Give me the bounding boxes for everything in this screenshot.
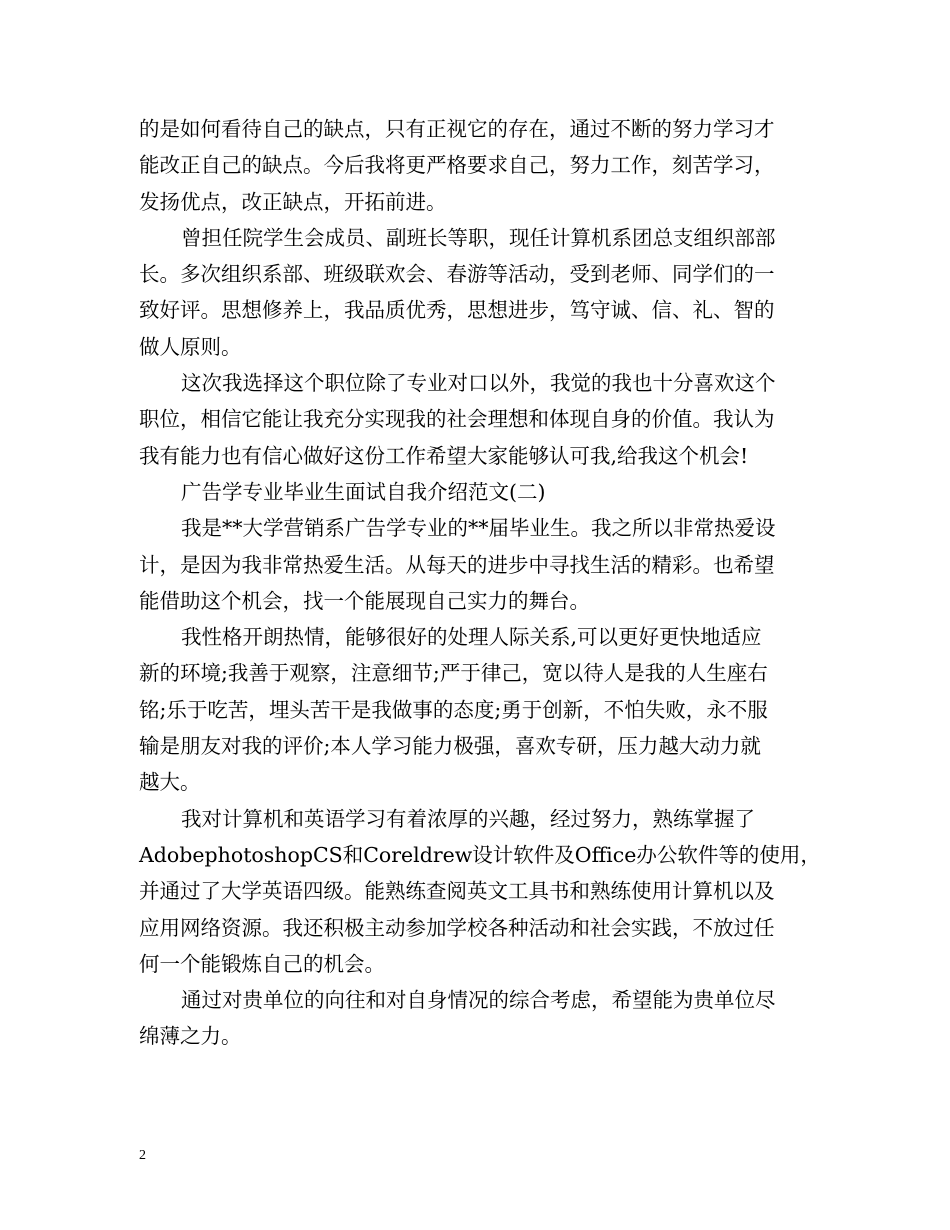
text-line: 通过对贵单位的向往和对自身情况的综合考虑，希望能为贵单位尽: [181, 988, 776, 1013]
text-line: 输是朋友对我的评价;本人学习能力极强，喜欢专研，压力越大动力就: [139, 734, 761, 759]
paragraph: [139, 801, 821, 982]
text-line: 广告学专业毕业生面试自我介绍范文(二): [181, 479, 546, 504]
page-number: 2: [139, 1148, 146, 1163]
text-line: AdobephotoshopCS和Coreldrew设计软件及Office办公软件等的使用，: [139, 842, 821, 867]
text-line: 做人原则。: [139, 334, 242, 359]
text-line: 的是如何看待自己的缺点，只有正视它的存在，通过不断的努力学习才: [139, 117, 775, 141]
text-line: 应用网络资源。我还积极主动参加学校各种活动和社会实践，不放过任: [139, 915, 775, 940]
text-line: 绵薄之力。: [139, 1024, 242, 1049]
text-line: 我性格开朗热情，能够很好的处理人际关系,可以更好更快地适应: [181, 625, 762, 650]
text-line: 长。多次组织系部、班级联欢会、春游等活动，受到老师、同学们的一: [139, 262, 775, 287]
paragraph: [139, 365, 815, 474]
text-line: 我有能力也有信心做好这份工作希望大家能够认可我,给我这个机会!: [139, 443, 749, 468]
document-body: [139, 111, 821, 1055]
text-line: 能借助这个机会，找一个能展现自己实力的舞台。: [139, 588, 590, 613]
text-line: 越大。: [139, 770, 201, 795]
paragraph: [139, 474, 815, 510]
text-line: 这次我选择这个职位除了专业对口以外，我觉的我也十分喜欢这个: [181, 371, 776, 396]
paragraph: [139, 510, 815, 619]
text-line: 职位，相信它能让我充分实现我的社会理想和体现自身的价值。我认为: [139, 407, 775, 432]
text-line: 何一个能锻炼自己的机会。: [139, 951, 385, 976]
text-line: 能改正自己的缺点。今后我将更严格要求自己，努力工作，刻苦学习，: [139, 153, 775, 178]
paragraph: [139, 220, 815, 365]
text-line: 曾担任院学生会成员、副班长等职，现任计算机系团总支组织部部: [181, 225, 776, 250]
paragraph: [139, 111, 815, 220]
text-line: 铭;乐于吃苦，埋头苦干是我做事的态度;勇于创新，不怕失败，永不服: [139, 697, 768, 722]
text-line: 我对计算机和英语学习有着浓厚的兴趣，经过努力，熟练掌握了: [181, 806, 755, 831]
paragraph: [139, 619, 815, 800]
text-line: 新的环境;我善于观察，注意细节;严于律己，宽以待人是我的人生座右: [139, 661, 768, 686]
text-line: 发扬优点，改正缺点，开拓前进。: [139, 189, 447, 214]
text-line: 致好评。思想修养上，我品质优秀，思想进步，笃守诚、信、礼、智的: [139, 298, 775, 323]
text-line: 并通过了大学英语四级。能熟练查阅英文工具书和熟练使用计算机以及: [139, 879, 775, 904]
text-line: 我是**大学营销系广告学专业的**届毕业生。我之所以非常热爱设: [181, 516, 776, 541]
paragraph: [139, 982, 815, 1055]
text-line: 计，是因为我非常热爱生活。从每天的进步中寻找生活的精彩。也希望: [139, 552, 775, 577]
